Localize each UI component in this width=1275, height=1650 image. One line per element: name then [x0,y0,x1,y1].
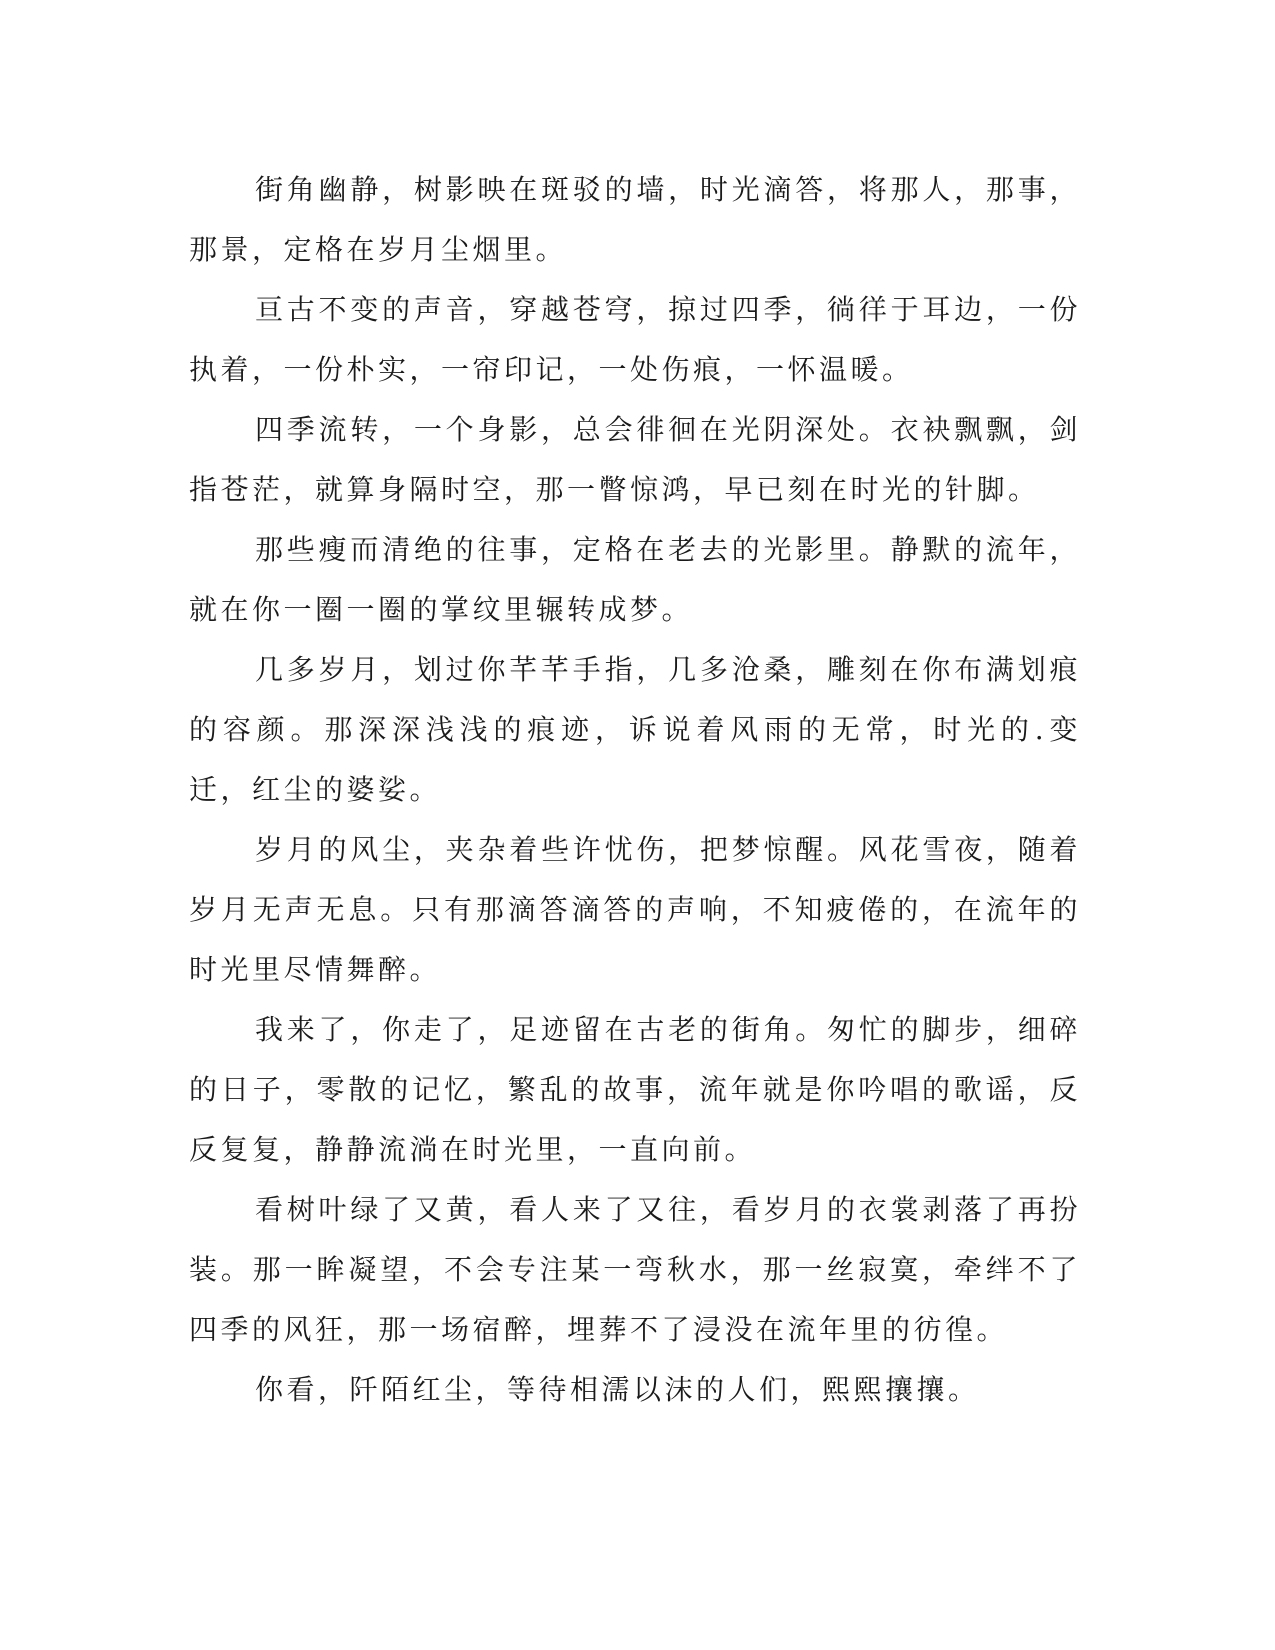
document-body [189,160,1081,1420]
paragraph-6: 岁月的风尘，夹杂着些许忧伤，把梦惊醒。风花雪夜，随着岁月无声无息。只有那滴答滴答的声响，不知疲倦的，在流年的时光里尽情舞醉。 [189,833,1081,986]
paragraph-2: 亘古不变的声音，穿越苍穹，掠过四季，徜徉于耳边，一份执着，一份朴实，一帘印记，一处伤痕，一怀温暖。 [189,293,1081,386]
paragraph-3: 四季流转，一个身影，总会徘徊在光阴深处。衣袂飘飘，剑指苍茫，就算身隔时空，那一瞥惊鸿，早已刻在时光的针脚。 [189,413,1081,506]
paragraph-5: 几多岁月，划过你芊芊手指，几多沧桑，雕刻在你布满划痕的容颜。那深深浅浅的痕迹，诉说着风雨的无常，时光的.变迁，红尘的婆娑。 [189,653,1081,806]
paragraph-4: 那些瘦而清绝的往事，定格在老去的光影里。静默的流年，就在你一圈一圈的掌纹里辗转成梦。 [189,533,1081,626]
paragraph-1: 街角幽静，树影映在斑驳的墙，时光滴答，将那人，那事，那景，定格在岁月尘烟里。 [189,173,1081,266]
paragraph-7: 我来了，你走了，足迹留在古老的街角。匆忙的脚步，细碎的日子，零散的记忆，繁乱的故事，流年就是你吟唱的歌谣，反反复复，静静流淌在时光里，一直向前。 [189,1013,1081,1166]
paragraph-8: 看树叶绿了又黄，看人来了又往，看岁月的衣裳剥落了再扮装。那一眸凝望，不会专注某一弯秋水，那一丝寂寞，牵绊不了四季的风狂，那一场宿醉，埋葬不了浸没在流年里的彷徨。 [189,1193,1081,1346]
paragraph-9: 你看，阡陌红尘，等待相濡以沫的人们，熙熙攘攘。 [255,1373,980,1406]
